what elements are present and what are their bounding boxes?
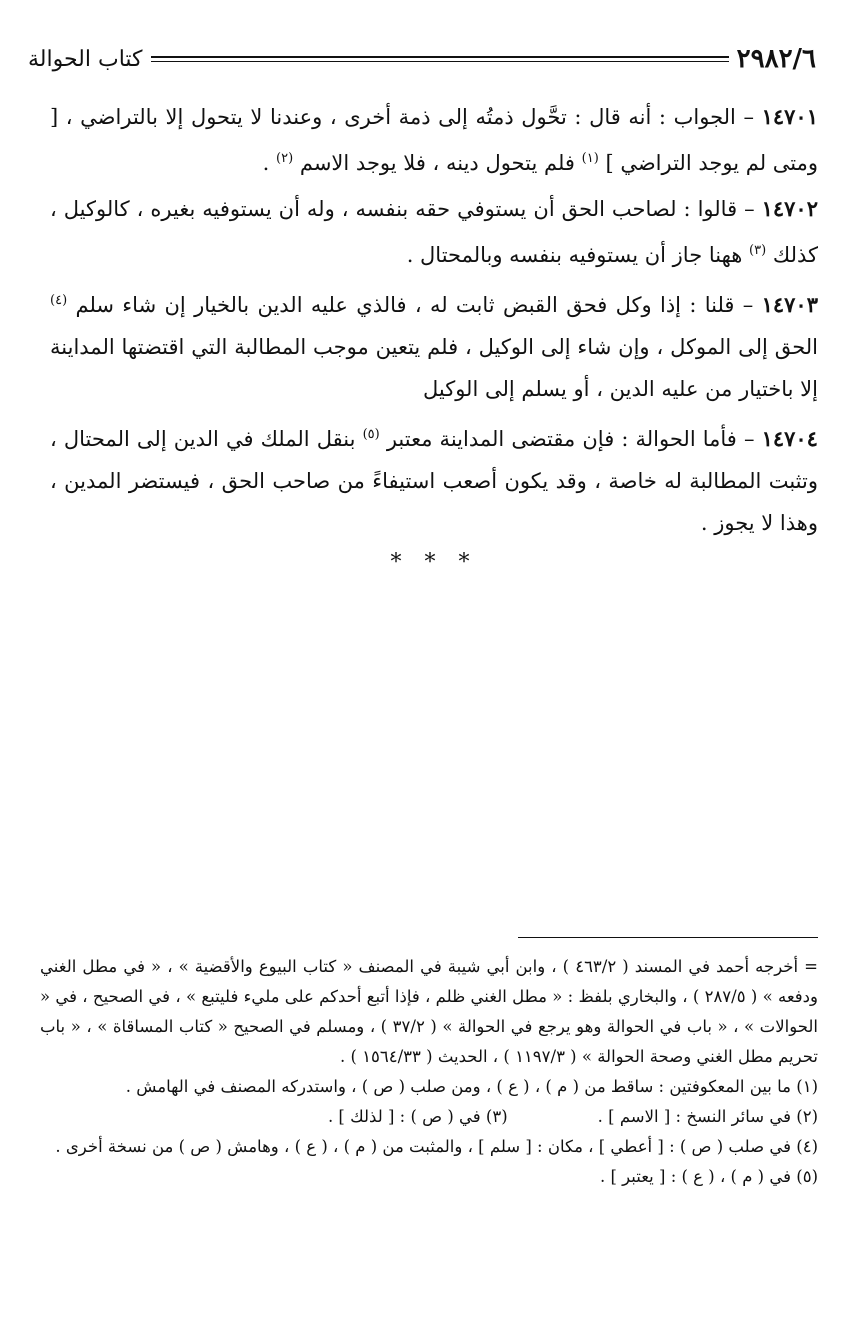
footnote-ref: (١): [581, 151, 599, 166]
footnote-1: (١) ما بين المعكوفتين : ساقط من ( م ) ، ( ع ) ، ومن صلب ( ص ) ، واستدركه المصنف في الهامش .: [125, 1077, 818, 1096]
paragraph-text: الحق إلى الموكل ، وإن شاء إلى الوكيل ، فلم يتعين موجب المطالبة التي اقتضتها المداينة إلا باختيار من عليه الدين ، أو يسلم إلى الوكيل: [50, 335, 818, 401]
footnote-4: (٤) في صلب ( ص ) : [ أعطي ] ، مكان : [ سلم ] ، والمثبت من ( م ) ، ( ع ) ، وهامش ( ص ) من نسخة أخرى .: [55, 1137, 818, 1156]
paragraph-text: .: [262, 151, 270, 175]
footnote-ref: (٤): [50, 293, 68, 308]
paragraph-14701: [50, 96, 818, 184]
paragraph-text: – الجواب : أنه قال : تحَّول ذمتُه إلى ذمة أخرى ، وعندنا لا يتحول إلا بالتراضي ، [ ومتى لم يوجد التراضي ]: [50, 105, 818, 175]
footnote-continuation: = أخرجه أحمد في المسند ( ٤٦٣/٢ ) ، وابن أبي شيبة في المصنف « كتاب البيوع والأقضية » ، « في مطل الغني ودفعه » ( ٢٨٧/٥ ) ، والبخاري بلفظ : « مطل الغني ظلم ، فإذا أتبع أحدكم على مليء فليتبع » ، في الصحيح ، في « الحوالات » ، « باب في الحوالة وهو يرجع في الحوالة » ( ٣٧/٢ ) ، ومسلم في الصحيح « كتاب المساقاة » ، « باب تحريم مطل الغني وصحة الحوالة » ( ١١٩٧/٣ ) ، الحديث ( ١٥٦٤/٣٣ ) .: [40, 957, 818, 1066]
footnote-row: [40, 1102, 818, 1132]
paragraph-number: ١٤٧٠٢: [761, 196, 818, 221]
paragraph-text: – قالوا : لصاحب الحق أن يستوفي حقه بنفسه ، وله أن يستوفيه بغيره ، كالوكيل ، كذلك: [50, 197, 818, 267]
footnote-ref: (٥): [362, 427, 380, 442]
paragraph-14702: [50, 188, 818, 276]
footnote-3: (٣) في ( ص ) : [ لذلك ] .: [327, 1107, 508, 1126]
paragraph-number: ١٤٧٠١: [761, 104, 818, 129]
book-title: كتاب الحوالة: [28, 46, 143, 72]
footnote-2: (٢) في سائر النسخ : [ الاسم ] .: [597, 1107, 818, 1126]
footnote-rule: [518, 937, 818, 938]
section-separator: * * *: [390, 550, 478, 575]
paragraph-14703: [50, 280, 818, 410]
paragraph-14704: [50, 414, 818, 544]
header-rule: [151, 56, 729, 62]
footnote-5: (٥) في ( م ) ، ( ع ) : [ يعتبر ] .: [599, 1167, 818, 1186]
footnote-ref: (٢): [276, 151, 294, 166]
footnotes: [40, 952, 818, 1192]
paragraph-text: فلم يتحول دينه ، فلا يوجد الاسم: [299, 151, 575, 175]
running-header: [28, 42, 816, 76]
paragraph-text: – قلنا : إذا وكل فحق القبض ثابت له ، فالذي عليه الدين بالخيار إن شاء سلم: [75, 293, 754, 317]
paragraph-text: بنقل الملك في الدين إلى المحتال ، وتثبت المطالبة له خاصة ، وقد يكون أصعب استيفاءً من صاحب الحق ، فيستضر المدين ، وهذا لا يجوز .: [50, 427, 818, 535]
paragraph-text: ههنا جاز أن يستوفيه بنفسه وبالمحتال .: [406, 243, 743, 267]
paragraph-number: ١٤٧٠٣: [761, 292, 818, 317]
paragraph-text: – فأما الحوالة : فإن مقتضى المداينة معتبر: [386, 427, 755, 451]
footnote-ref: (٣): [749, 243, 767, 258]
page-number: ٢٩٨٢/٦: [736, 44, 816, 74]
paragraph-number: ١٤٧٠٤: [761, 426, 818, 451]
main-text: [50, 96, 818, 575]
